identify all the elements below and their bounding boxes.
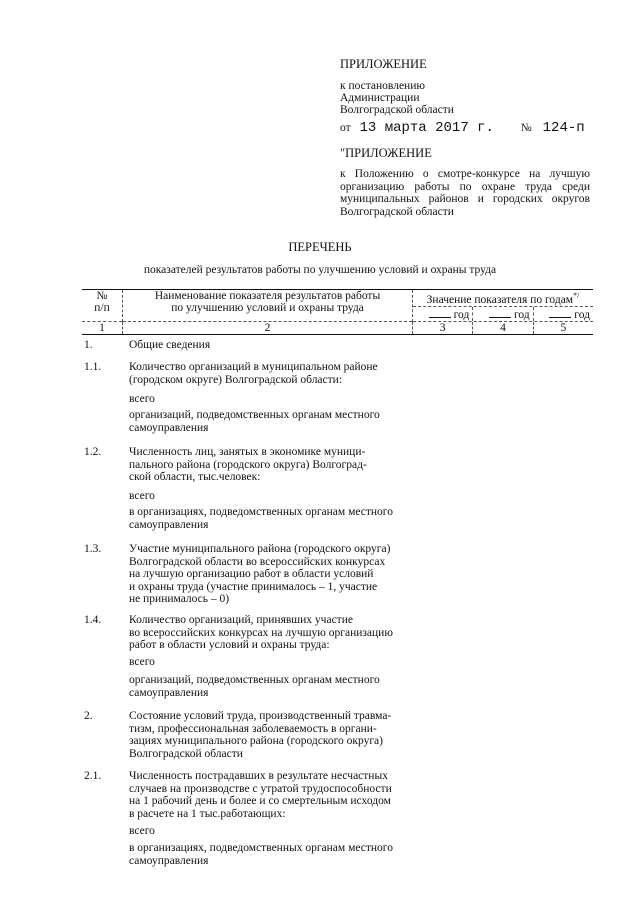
item-line: тизм, профессиональная заболеваемость в органи-: [129, 722, 377, 735]
item-line: всего: [129, 490, 155, 502]
item-number: 1.: [84, 339, 93, 351]
appendix-title-2: "ПРИЛОЖЕНИЕ: [340, 146, 432, 160]
item-line: Количество организаций в муниципальном районе: [129, 361, 378, 373]
col-name-label: Наименование показателя результатов работы: [154, 290, 381, 302]
item-line: в организациях, подведомственных органам местного: [129, 842, 393, 854]
appendix-to: к постановлению: [340, 80, 425, 92]
resolution-date: 13 марта 2017 г.: [359, 120, 494, 136]
item-line: (городском округе) Волгоградской области:: [129, 373, 343, 386]
col-number: 1: [82, 321, 123, 334]
item-line: на 1 рабочий день и более и со смертельным исходом: [129, 795, 391, 807]
col-value-header: [413, 290, 594, 322]
appendix-region: Волгоградской области: [340, 104, 454, 116]
item-line: пального района (городского округа) Волгоград-: [129, 458, 367, 471]
item-line: и охраны труда (участие принималось – 1, участие: [129, 580, 378, 593]
item-text: [129, 409, 409, 434]
regulation-line: Волгоградской области: [340, 205, 454, 218]
item-text: [129, 656, 409, 669]
year-cell: [473, 307, 533, 321]
col-number: 2: [123, 321, 413, 334]
regulation-ref: [340, 168, 590, 218]
item-number: 1.3.: [84, 543, 102, 555]
appendix-title: ПРИЛОЖЕНИЕ: [340, 57, 427, 71]
item-line: на лучшую организацию работ в области условий: [129, 568, 374, 580]
col-name-header: [123, 290, 413, 322]
resolution-number: 124-п: [542, 120, 585, 136]
document-subtitle: показателей результатов работы по улучшению условий и охраны труда: [143, 264, 497, 276]
item-line: Численность лиц, занятых в экономике муници-: [129, 446, 366, 458]
item-text: [129, 543, 409, 606]
item-number: 2.: [84, 710, 93, 722]
item-text: [129, 393, 409, 406]
regulation-line: к Положению о смотре-конкурсе на лучшую: [340, 168, 590, 180]
item-line: Волгоградской области: [129, 747, 243, 760]
col-num-label: №: [96, 290, 108, 302]
item-line: зациях муниципального района (городского округа): [129, 735, 383, 747]
col-number: 4: [473, 322, 533, 334]
item-line: самоуправления: [129, 854, 209, 867]
item-line: ской области, тыс.человек:: [129, 471, 261, 483]
regulation-line: муниципальных районов и городских округов: [340, 193, 590, 205]
item-line: самоуправления: [129, 686, 209, 699]
item-line: организаций, подведомственных органам местного: [129, 674, 380, 686]
item-text: [129, 446, 409, 484]
footnote-mark: */: [573, 291, 580, 300]
year-cell: [413, 307, 473, 321]
item-line: в расчете на 1 тыс.работающих:: [129, 807, 286, 820]
item-text: [129, 339, 409, 352]
item-line: Численность пострадавших в результате несчастных: [129, 770, 388, 782]
item-line: самоуправления: [129, 518, 209, 531]
item-line: не принималось – 0): [129, 593, 230, 605]
year-cell: [534, 307, 593, 321]
item-line: всего: [129, 393, 155, 405]
item-text: [129, 710, 409, 760]
regulation-line: организацию работы по охране труда среди: [340, 180, 590, 193]
year-label: год: [453, 308, 470, 321]
col-num-header: [82, 290, 123, 322]
item-text: [129, 674, 409, 699]
item-line: всего: [129, 825, 155, 837]
item-line: Общие сведения: [129, 339, 211, 351]
number-sign: №: [520, 122, 532, 134]
indicators-table-header: [82, 289, 593, 335]
item-number: 1.2.: [84, 446, 102, 458]
col-value-label: Значение показателя по годам: [426, 293, 574, 306]
item-line: организаций, подведомственных органам местного: [129, 409, 380, 421]
item-line: Количество организаций, принявших участие: [129, 614, 353, 626]
item-line: во всероссийских конкурсах на лучшую организацию: [129, 626, 393, 639]
item-text: [129, 506, 409, 531]
resolution-line: [340, 122, 585, 135]
item-number: 2.1.: [84, 770, 102, 782]
document-title: ПЕРЕЧЕНЬ: [288, 240, 352, 254]
item-text: [129, 614, 409, 652]
item-text: [129, 825, 409, 838]
year-label: год: [574, 308, 590, 321]
item-line: всего: [129, 656, 155, 668]
item-line: случаев на производстве с утратой трудоспособности: [129, 782, 392, 795]
item-line: Состояние условий труда, производственный травма-: [129, 710, 392, 722]
col-name-label: по улучшению условий и охраны труда: [171, 302, 364, 314]
item-text: [129, 490, 409, 503]
item-text: [129, 842, 409, 867]
item-line: в организациях, подведомственных органам местного: [129, 506, 393, 518]
item-line: самоуправления: [129, 421, 209, 434]
col-number: 3: [413, 322, 473, 334]
item-text: [129, 770, 409, 820]
date-prefix: от: [340, 122, 351, 134]
item-number: 1.1.: [84, 361, 102, 373]
col-number: 5: [560, 321, 567, 334]
year-label: год: [513, 308, 530, 321]
item-line: Участие муниципального района (городского округа): [129, 543, 391, 555]
item-line: Волгоградской области во всероссийских конкурсах: [129, 555, 386, 568]
item-text: [129, 361, 409, 386]
appendix-admin: Администрации: [340, 92, 420, 104]
item-line: работ в области условий и охраны труда:: [129, 639, 330, 651]
col-num-label: п/п: [94, 302, 110, 314]
item-number: 1.4.: [84, 614, 102, 626]
